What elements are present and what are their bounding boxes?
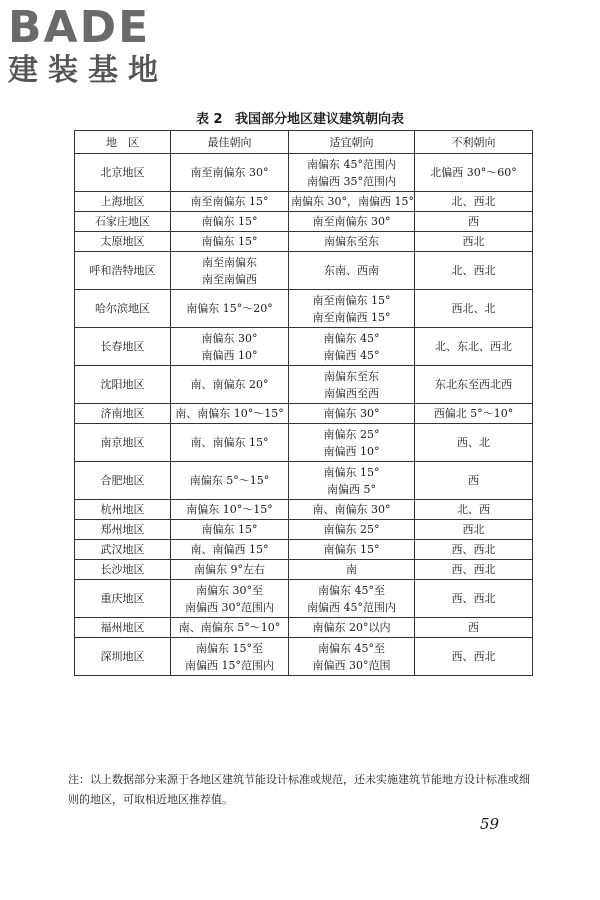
cell-region: 沈阳地区 (75, 366, 171, 404)
table-row (75, 404, 533, 424)
cell-best (171, 618, 289, 638)
table-row (75, 560, 533, 580)
cell-bad-line: 西 (468, 621, 479, 634)
footnote-text: 以上数据部分来源于各地区建筑节能设计标准或规范，还未实施建筑节能地方设计标准或细则的地区，可取相近地区推荐值。 (68, 773, 530, 806)
cell-suitable-line: 南偏西 45° (323, 348, 380, 362)
table-row (75, 618, 533, 638)
cell-region: 呼和浩特地区 (75, 252, 171, 290)
cell-best-line: 南偏东 30° (201, 331, 258, 345)
cell-bad (415, 252, 533, 290)
cell-suitable (289, 540, 415, 560)
cell-best (171, 192, 289, 212)
cell-bad-line: 西 (468, 215, 479, 228)
cell-region: 重庆地区 (75, 580, 171, 618)
cell-suitable-line: 南至南偏东 15° (312, 293, 391, 307)
cell-suitable-line: 南至南偏西 15° (312, 310, 391, 324)
cell-best-line: 南偏东 15°至 (196, 641, 263, 655)
cell-best-line: 南、南偏东 20° (190, 378, 269, 391)
cell-best (171, 366, 289, 404)
cell-best-line: 南偏西 30°范围内 (185, 600, 274, 614)
cell-best (171, 520, 289, 540)
cell-suitable-line: 南 (346, 563, 357, 576)
table-header-row (75, 131, 533, 154)
cell-suitable-line: 南至南偏东 30° (312, 215, 391, 228)
cell-suitable (289, 366, 415, 404)
cell-best-line: 南、南偏东 5°～10° (178, 621, 281, 634)
cell-suitable-line: 南偏西 10° (323, 444, 380, 458)
cell-bad-line: 西北、北 (451, 302, 496, 315)
cell-bad-line: 北、西 (457, 503, 490, 516)
cell-suitable (289, 328, 415, 366)
cell-best (171, 252, 289, 290)
cell-suitable (289, 462, 415, 500)
cell-bad-line: 北、西北 (451, 264, 496, 277)
cell-suitable-line: 南偏东 15° (323, 465, 380, 479)
cell-bad-line: 东北东至西北西 (435, 378, 512, 391)
cell-bad-line: 北、东北、西北 (435, 340, 512, 353)
cell-best-line: 南偏西 10° (201, 348, 258, 362)
cell-suitable-line: 南偏东 30° (323, 407, 380, 420)
cell-region: 济南地区 (75, 404, 171, 424)
cell-best-line: 南偏东 30°至 (196, 583, 263, 597)
header-suitable: 适宜朝向 (289, 131, 415, 154)
cell-suitable-line: 南偏东至东 (324, 369, 379, 383)
orientation-table (74, 130, 533, 676)
cell-bad (415, 540, 533, 560)
cell-region: 南京地区 (75, 424, 171, 462)
table-title: 我国部分地区建议建筑朝向表 (235, 112, 405, 127)
cell-bad-line: 西、西北 (451, 563, 496, 576)
cell-suitable-line: 南偏西至西 (324, 386, 379, 400)
cell-best (171, 424, 289, 462)
cell-suitable-line: 南偏东 25° (323, 427, 380, 441)
cell-suitable-line: 南偏东 45°至 (318, 583, 385, 597)
cell-region: 上海地区 (75, 192, 171, 212)
cell-best-line: 南偏东 15° (201, 523, 258, 536)
cell-bad (415, 366, 533, 404)
cell-bad-line: 西、北 (457, 436, 490, 449)
cell-bad-line: 西北 (462, 235, 485, 248)
cell-best (171, 212, 289, 232)
cell-suitable (289, 252, 415, 290)
cell-bad (415, 212, 533, 232)
footnote-label: 注： (68, 773, 90, 786)
cell-best (171, 290, 289, 328)
cell-best-line: 南至南偏西 (202, 272, 257, 286)
cell-region: 太原地区 (75, 232, 171, 252)
table-row (75, 192, 533, 212)
cell-bad (415, 638, 533, 676)
header-region: 地 区 (75, 131, 171, 154)
cell-region: 长沙地区 (75, 560, 171, 580)
cell-suitable-line: 南偏东 45°范围内 (307, 157, 396, 171)
table-row (75, 290, 533, 328)
cell-bad (415, 424, 533, 462)
footnote (68, 770, 538, 810)
cell-best-line: 南偏东 10°～15° (186, 503, 273, 516)
table-row (75, 252, 533, 290)
cell-best (171, 540, 289, 560)
cell-best-line: 南、南偏东 15° (190, 436, 269, 449)
table-label: 表 2 (195, 112, 223, 127)
cell-best (171, 580, 289, 618)
table-row (75, 232, 533, 252)
cell-bad (415, 580, 533, 618)
cell-suitable-line: 南偏东至东 (324, 235, 379, 248)
cell-suitable-line: 南偏东 15° (323, 543, 380, 556)
cell-region: 杭州地区 (75, 500, 171, 520)
cell-suitable-line: 南偏西 35°范围内 (307, 174, 396, 188)
table-caption (0, 108, 600, 127)
cell-suitable (289, 580, 415, 618)
table-row (75, 520, 533, 540)
cell-best (171, 232, 289, 252)
table-body (75, 154, 533, 676)
cell-best (171, 328, 289, 366)
bade-logo (8, 4, 168, 88)
cell-bad (415, 520, 533, 540)
cell-suitable-line: 南偏东 25° (323, 523, 380, 536)
cell-region: 北京地区 (75, 154, 171, 192)
table-row (75, 462, 533, 500)
cell-suitable-line: 南偏西 5° (327, 482, 376, 496)
cell-bad (415, 232, 533, 252)
cell-best-line: 南、南偏东 10°～15° (175, 407, 284, 420)
cell-suitable (289, 618, 415, 638)
cell-region: 深圳地区 (75, 638, 171, 676)
cell-region: 哈尔滨地区 (75, 290, 171, 328)
cell-best (171, 154, 289, 192)
cell-region: 武汉地区 (75, 540, 171, 560)
cell-best-line: 南至南偏东 15° (190, 195, 269, 208)
cell-suitable-line: 南偏东 30°，南偏西 15° (291, 195, 414, 208)
cell-suitable (289, 290, 415, 328)
cell-bad (415, 618, 533, 638)
cell-best (171, 638, 289, 676)
header-best: 最佳朝向 (171, 131, 289, 154)
cell-bad (415, 290, 533, 328)
cell-region: 合肥地区 (75, 462, 171, 500)
cell-bad (415, 328, 533, 366)
cell-suitable (289, 212, 415, 232)
table-row (75, 540, 533, 560)
cell-suitable (289, 560, 415, 580)
cell-suitable (289, 154, 415, 192)
cell-bad-line: 西北 (462, 523, 485, 536)
cell-suitable-line: 东南、西南 (324, 264, 379, 277)
table-row (75, 366, 533, 404)
cell-suitable (289, 500, 415, 520)
cell-best-line: 南至南偏东 30° (190, 166, 269, 179)
cell-best-line: 南偏西 15°范围内 (185, 658, 274, 672)
cell-best-line: 南、南偏西 15° (190, 543, 269, 556)
cell-suitable (289, 424, 415, 462)
cell-bad (415, 192, 533, 212)
header-bad: 不利朝向 (415, 131, 533, 154)
logo-subtitle: 建装基地 (8, 53, 168, 88)
table-row (75, 424, 533, 462)
cell-suitable-line: 南偏西 30°范围 (312, 658, 391, 672)
cell-bad-line: 西、西北 (451, 650, 496, 663)
cell-suitable (289, 232, 415, 252)
cell-best (171, 500, 289, 520)
cell-best (171, 560, 289, 580)
cell-bad-line: 北、西北 (451, 195, 496, 208)
cell-suitable (289, 520, 415, 540)
table-row (75, 328, 533, 366)
cell-suitable-line: 南偏东 45° (323, 331, 380, 345)
cell-best-line: 南偏东 15° (201, 215, 258, 228)
cell-bad (415, 154, 533, 192)
cell-best-line: 南偏东 15° (201, 235, 258, 248)
cell-bad-line: 西、西北 (451, 592, 496, 605)
cell-bad-line: 西 (468, 474, 479, 487)
cell-best-line: 南偏东 9°左右 (194, 563, 265, 576)
cell-region: 郑州地区 (75, 520, 171, 540)
page-number: 59 (480, 815, 500, 833)
cell-region: 石家庄地区 (75, 212, 171, 232)
cell-bad (415, 462, 533, 500)
table-row (75, 638, 533, 676)
cell-bad-line: 西、西北 (451, 543, 496, 556)
cell-bad (415, 500, 533, 520)
cell-suitable (289, 638, 415, 676)
cell-suitable (289, 192, 415, 212)
cell-bad-line: 北偏西 30°～60° (430, 166, 517, 179)
cell-suitable-line: 南、南偏东 30° (312, 503, 391, 516)
table-row (75, 500, 533, 520)
cell-suitable (289, 404, 415, 424)
cell-bad (415, 560, 533, 580)
cell-suitable-line: 南偏东 45°至 (318, 641, 385, 655)
cell-suitable-line: 南偏东 20°以内 (312, 621, 391, 634)
cell-region: 福州地区 (75, 618, 171, 638)
cell-bad (415, 404, 533, 424)
cell-best (171, 462, 289, 500)
cell-bad-line: 西偏北 5°～10° (433, 407, 514, 420)
cell-best-line: 南偏东 5°～15° (189, 474, 270, 487)
table-row (75, 154, 533, 192)
table-row (75, 580, 533, 618)
cell-best (171, 404, 289, 424)
cell-suitable-line: 南偏西 45°范围内 (307, 600, 396, 614)
cell-best-line: 南偏东 15°～20° (186, 302, 273, 315)
cell-best-line: 南至南偏东 (202, 255, 257, 269)
cell-region: 长春地区 (75, 328, 171, 366)
table-row (75, 212, 533, 232)
logo-wordmark: BADE (8, 2, 151, 53)
